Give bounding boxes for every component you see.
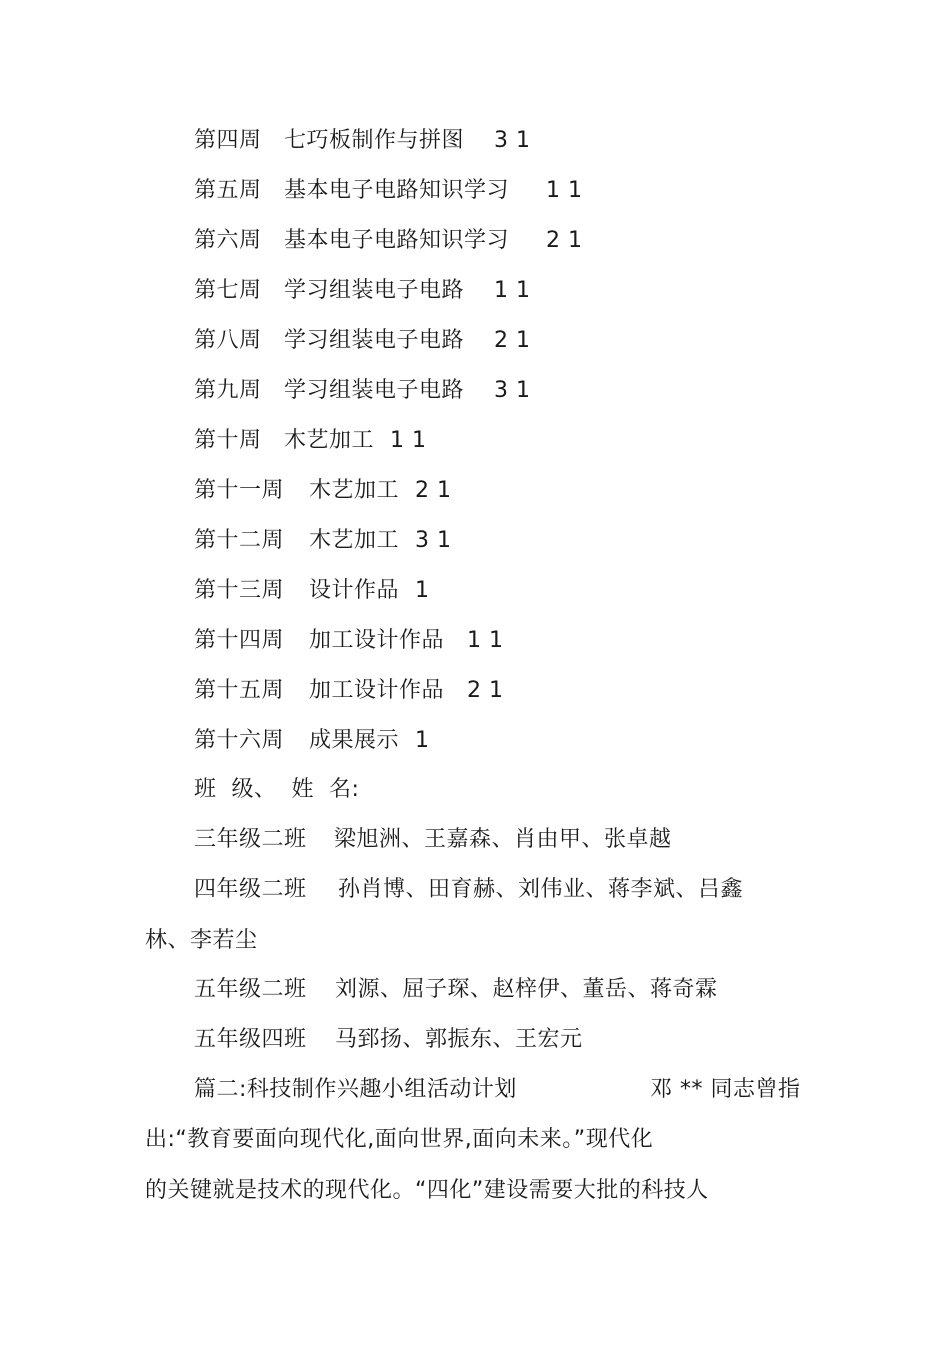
schedule-row (194, 176, 583, 206)
schedule-row (194, 426, 427, 456)
week-label: 第十六周 (194, 728, 285, 753)
topic-label: 加工设计作品 (309, 678, 445, 703)
article-line: 出:“教育要面向现代化,面向世界,面向未来。”现代化 (145, 1127, 654, 1152)
topic-label: 学习组装电子电路 (284, 328, 465, 353)
class-label: 五年级四班 (194, 1027, 307, 1052)
code-label: 2 1 (467, 678, 504, 703)
week-label: 第六周 (194, 228, 262, 253)
topic-label: 学习组装电子电路 (284, 378, 465, 403)
topic-label: 木艺加工 (309, 528, 400, 553)
topic-label: 加工设计作品 (309, 628, 445, 653)
week-label: 第十四周 (194, 628, 285, 653)
topic-label: 木艺加工 (284, 428, 375, 453)
schedule-row (194, 676, 504, 706)
class-label: 三年级二班 (194, 827, 307, 852)
week-label: 第十五周 (194, 678, 285, 703)
article-heading: 篇二:科技制作兴趣小组活动计划 (194, 1077, 517, 1102)
schedule-row (194, 476, 452, 506)
article-first-line-tail: 邓 ** 同志曾指 (650, 1077, 801, 1102)
student-names: 刘源、屈子琛、赵梓伊、董岳、蒋奇霖 (335, 977, 718, 1002)
student-names: 马郅扬、郭振东、王宏元 (335, 1027, 583, 1052)
topic-label: 成果展示 (309, 728, 400, 753)
week-label: 第七周 (194, 278, 262, 303)
code-label: 1 (415, 728, 430, 753)
week-label: 第九周 (194, 378, 262, 403)
schedule-row (194, 626, 504, 656)
code-label: 1 1 (494, 278, 531, 303)
roster-row (194, 825, 672, 855)
schedule-row (194, 576, 430, 606)
roster-row (194, 975, 718, 1005)
class-label: 四年级二班 (194, 877, 307, 902)
code-label: 1 1 (546, 178, 583, 203)
code-label: 1 1 (467, 628, 504, 653)
schedule-row (194, 726, 430, 756)
class-label: 五年级二班 (194, 977, 307, 1002)
roster-continuation: 林、李若尘 (145, 928, 258, 953)
code-label: 2 1 (415, 478, 452, 503)
code-label: 3 1 (415, 528, 452, 553)
topic-label: 设计作品 (309, 578, 400, 603)
article-heading-line (194, 1075, 801, 1105)
topic-label: 基本电子电路知识学习 (284, 228, 510, 253)
article-line: 的关键就是技术的现代化。“四化”建设需要大批的科技人 (145, 1178, 709, 1203)
week-label: 第四周 (194, 128, 262, 153)
topic-label: 学习组装电子电路 (284, 278, 465, 303)
code-label: 3 1 (494, 128, 531, 153)
code-label: 3 1 (494, 378, 531, 403)
schedule-row (194, 526, 452, 556)
student-names: 孙肖博、田育赫、刘伟业、蒋李斌、吕鑫 (338, 877, 744, 902)
week-label: 第十一周 (194, 478, 285, 503)
week-label: 第十三周 (194, 578, 285, 603)
code-label: 1 1 (390, 428, 427, 453)
schedule-row (194, 326, 531, 356)
roster-row (194, 875, 743, 905)
topic-label: 基本电子电路知识学习 (284, 178, 510, 203)
roster-row (194, 1025, 583, 1055)
week-label: 第十二周 (194, 528, 285, 553)
code-label: 1 (415, 578, 430, 603)
code-label: 2 1 (494, 328, 531, 353)
student-names: 梁旭洲、王嘉森、肖由甲、张卓越 (334, 827, 672, 852)
topic-label: 木艺加工 (309, 478, 400, 503)
schedule-row (194, 276, 531, 306)
topic-label: 七巧板制作与拼图 (284, 128, 465, 153)
code-label: 2 1 (546, 228, 583, 253)
week-label: 第十周 (194, 428, 262, 453)
week-label: 第五周 (194, 178, 262, 203)
schedule-row (194, 376, 531, 406)
week-label: 第八周 (194, 328, 262, 353)
schedule-row (194, 126, 531, 156)
roster-heading: 班 级、 姓 名: (194, 777, 360, 802)
schedule-row (194, 226, 583, 256)
